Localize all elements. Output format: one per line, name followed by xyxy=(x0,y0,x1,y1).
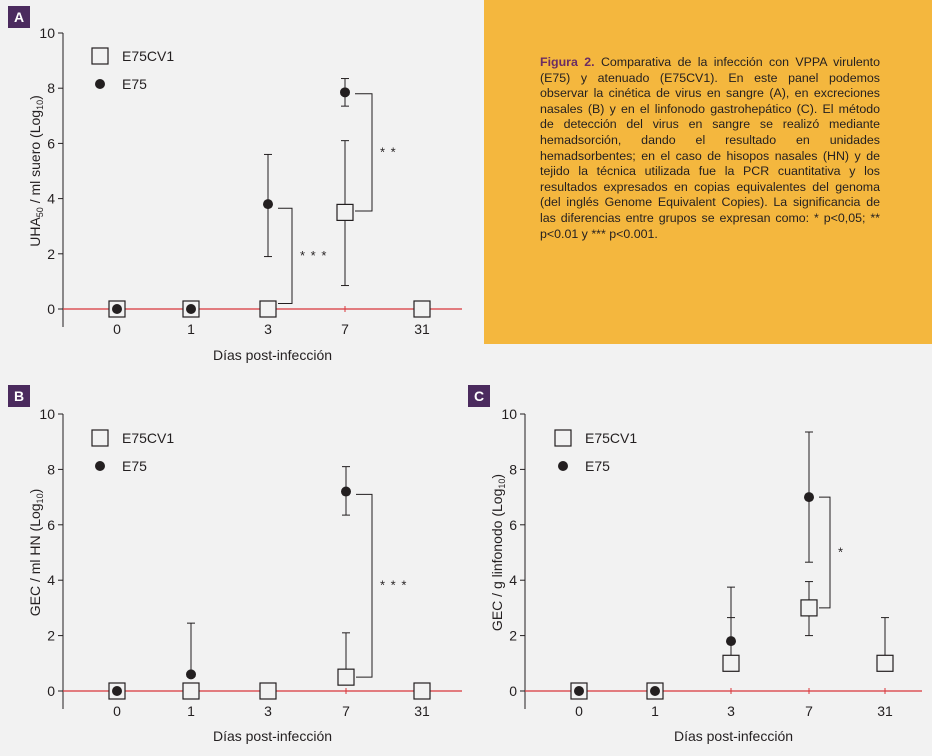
figure-caption xyxy=(540,55,880,242)
data-point-e75cv1 xyxy=(414,301,430,317)
data-point-e75cv1 xyxy=(260,683,276,699)
panel-letter: B xyxy=(13,388,25,404)
x-tick-label: 3 xyxy=(727,703,735,719)
x-axis-label: Días post-infección xyxy=(212,728,333,744)
y-axis-label-part: ) xyxy=(27,488,43,494)
x-axis-label: Días post-infección xyxy=(673,728,794,744)
data-point-e75 xyxy=(726,636,736,646)
caption-label: Figura 2. xyxy=(540,55,595,69)
legend-label: E75 xyxy=(585,458,610,474)
y-tick-label: 2 xyxy=(47,627,55,644)
x-tick-label: 0 xyxy=(113,703,121,719)
data-point-e75 xyxy=(804,492,814,502)
data-point-e75cv1 xyxy=(877,655,893,671)
y-axis-label-subscript: 10 xyxy=(35,99,45,110)
data-point-e75 xyxy=(341,487,351,497)
x-tick-label: 0 xyxy=(113,321,121,337)
x-tick-label: 0 xyxy=(575,703,583,719)
y-tick-label: 0 xyxy=(47,301,55,317)
data-point-e75cv1 xyxy=(183,683,199,699)
data-point-e75 xyxy=(186,304,196,314)
x-tick-label: 7 xyxy=(341,321,349,337)
data-point-e75cv1 xyxy=(414,683,430,699)
x-tick-label: 31 xyxy=(414,703,430,719)
significance-label: * * * xyxy=(380,577,408,593)
y-axis-label-part: / ml suero (Log xyxy=(27,109,43,208)
y-axis-label-subscript: 10 xyxy=(35,493,45,504)
legend-label: E75CV1 xyxy=(122,48,175,64)
data-point-e75 xyxy=(263,199,273,209)
y-tick-label: 10 xyxy=(501,406,517,422)
legend-label: E75 xyxy=(122,458,147,474)
caption-body: Comparativa de la infección con VPPA virulento (E75) y atenuado (E75CV1). En este panel podemos observar la cinética de virus en sangre (A), en excreciones nasales (B) y en el linfonodo gastrohepático (C). El método de detección del virus en sangre se realizó mediante hemadsorción, dando el resultado en unidades hemadsorbentes; en el caso de hisopos nasales (HN) y de tejido la técnica utilizada fue la PCR cuantitativa y los resultados expresados en copias equivalentes del genoma (del inglés Genome Equivalent Copies). La significancia de las diferencias entre grupos se expresan como: * p<0,05; ** p<0.01 y *** p<0.001. xyxy=(540,55,880,241)
y-tick-label: 2 xyxy=(47,245,55,262)
panel-letter: A xyxy=(13,9,25,25)
y-tick-label: 2 xyxy=(509,627,517,644)
x-tick-label: 31 xyxy=(414,321,430,337)
data-point-e75cv1 xyxy=(801,600,817,616)
data-point-e75 xyxy=(112,304,122,314)
significance-bracket xyxy=(355,94,372,211)
y-tick-label: 4 xyxy=(509,572,517,589)
data-point-e75 xyxy=(186,669,196,679)
figure-caption-box xyxy=(484,0,932,344)
legend-square-marker xyxy=(555,430,571,446)
panel-b-chart xyxy=(8,385,462,744)
y-tick-label: 6 xyxy=(47,516,55,533)
data-point-e75cv1 xyxy=(260,301,276,317)
y-tick-label: 6 xyxy=(509,516,517,533)
x-tick-label: 3 xyxy=(264,703,272,719)
y-tick-label: 4 xyxy=(47,190,55,207)
y-tick-label: 0 xyxy=(509,683,517,699)
y-tick-label: 6 xyxy=(47,135,55,152)
data-point-e75 xyxy=(112,686,122,696)
legend-circle-marker xyxy=(95,79,105,89)
legend-label: E75CV1 xyxy=(122,430,175,446)
legend-label: E75CV1 xyxy=(585,430,638,446)
y-tick-label: 4 xyxy=(47,572,55,589)
significance-label: * xyxy=(838,544,845,560)
significance-bracket xyxy=(278,208,292,303)
significance-bracket xyxy=(819,497,830,608)
y-tick-label: 8 xyxy=(509,461,517,478)
significance-bracket xyxy=(356,494,372,677)
data-point-e75cv1 xyxy=(338,669,354,685)
y-axis-label-part: GEC / g linfonodo (Log xyxy=(489,488,505,632)
x-tick-label: 7 xyxy=(342,703,350,719)
significance-label: * * xyxy=(380,144,397,160)
y-axis-label-part: UHA xyxy=(27,217,43,247)
panel-letter: C xyxy=(473,388,485,404)
data-point-e75 xyxy=(650,686,660,696)
x-tick-label: 7 xyxy=(805,703,813,719)
y-tick-label: 0 xyxy=(47,683,55,699)
x-axis-label: Días post-infección xyxy=(212,347,333,363)
significance-label: * * * xyxy=(300,247,328,263)
legend-square-marker xyxy=(92,430,108,446)
y-tick-label: 8 xyxy=(47,80,55,97)
y-axis-label-part: ) xyxy=(27,95,43,100)
data-point-e75cv1 xyxy=(723,655,739,671)
y-axis-label xyxy=(489,474,507,631)
panel-a-chart xyxy=(8,6,462,363)
y-axis-label-subscript: 50 xyxy=(35,207,45,218)
y-axis-label-subscript: 10 xyxy=(497,478,507,489)
data-point-e75 xyxy=(340,87,350,97)
legend-square-marker xyxy=(92,48,108,64)
x-tick-label: 1 xyxy=(651,703,659,719)
x-tick-label: 31 xyxy=(877,703,893,719)
y-tick-label: 8 xyxy=(47,461,55,478)
y-axis-label xyxy=(27,95,45,247)
y-tick-label: 10 xyxy=(39,25,55,41)
panel-c-chart xyxy=(468,385,922,744)
data-point-e75cv1 xyxy=(337,204,353,220)
y-axis-label xyxy=(27,489,45,617)
legend-circle-marker xyxy=(558,461,568,471)
y-axis-label-part: GEC / ml HN (Log xyxy=(27,503,43,617)
x-tick-label: 1 xyxy=(187,703,195,719)
x-tick-label: 3 xyxy=(264,321,272,337)
x-tick-label: 1 xyxy=(187,321,195,337)
data-point-e75 xyxy=(574,686,584,696)
y-axis-label-part: ) xyxy=(489,473,505,479)
legend-circle-marker xyxy=(95,461,105,471)
y-tick-label: 10 xyxy=(39,406,55,422)
legend-label: E75 xyxy=(122,76,147,92)
